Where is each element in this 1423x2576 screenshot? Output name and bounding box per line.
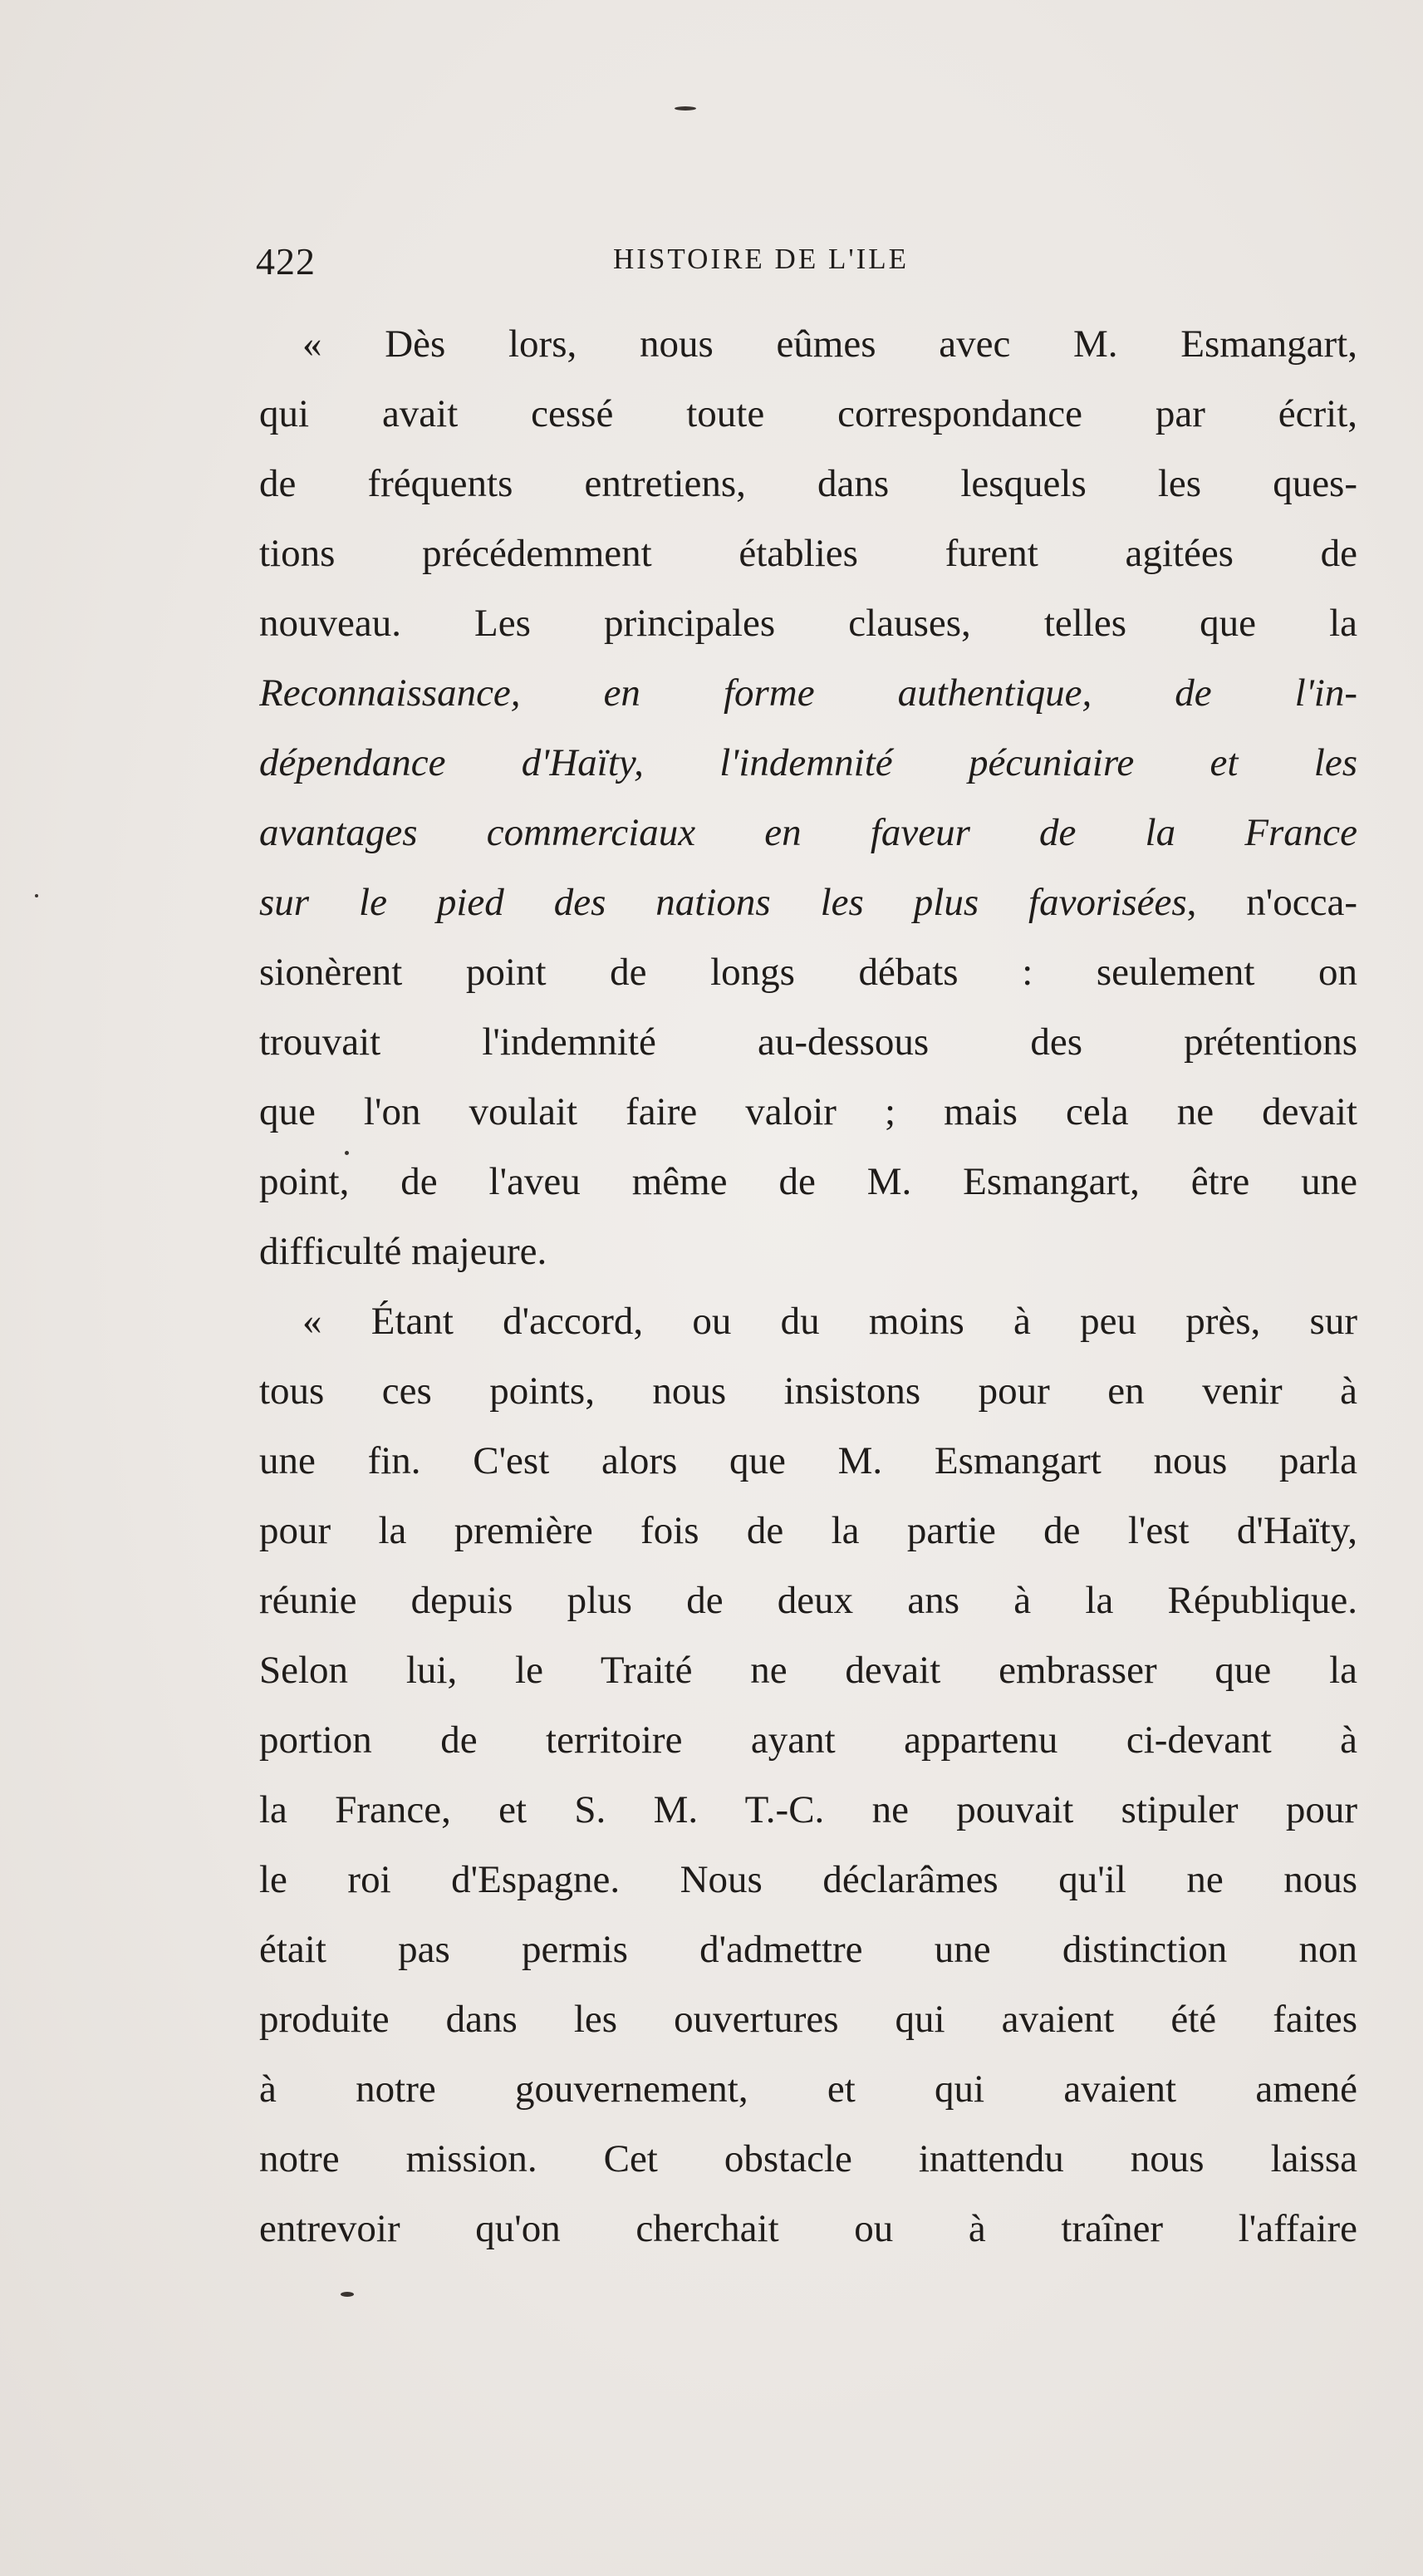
- text-line: tous ces points, nous insistons pour en venir à: [259, 1369, 1357, 1413]
- text-line: « Dès lors, nous eûmes avec M. Esmangart,: [302, 322, 1357, 366]
- text-line: tions précédemment établies furent agitées de: [259, 532, 1357, 575]
- text-line: réunie depuis plus de deux ans à la République.: [259, 1579, 1357, 1622]
- page-header: [256, 239, 1361, 289]
- text-line: produite dans les ouvertures qui avaient été faites: [259, 1998, 1357, 2041]
- text-line: à notre gouvernement, et qui avaient amené: [259, 2067, 1357, 2111]
- text-line: nouveau. Les principales clauses, telles que la: [259, 602, 1357, 645]
- text-line: entrevoir qu'on cherchait ou à traîner l'affaire: [259, 2207, 1357, 2250]
- text-line-italic: avantages commerciaux en faveur de la France: [259, 811, 1357, 854]
- text-line-italic: dépendance d'Haïty, l'indemnité pécuniaire et les: [259, 741, 1357, 784]
- text-line: sionèrent point de longs débats : seulement on: [259, 951, 1357, 994]
- text-line: portion de territoire ayant appartenu ci-devant à: [259, 1718, 1357, 1762]
- text-line: difficulté majeure.: [259, 1230, 547, 1273]
- roman-segment: , n'occa-: [1186, 881, 1357, 924]
- text-line: une fin. C'est alors que M. Esmangart nous parla: [259, 1439, 1357, 1482]
- text-line: que l'on voulait faire valoir ; mais cela ne devait: [259, 1090, 1357, 1133]
- page-number: 422: [256, 240, 316, 283]
- text-line: de fréquents entretiens, dans lesquels les ques-: [259, 462, 1357, 505]
- text-line: le roi d'Espagne. Nous déclarâmes qu'il ne nous: [259, 1858, 1357, 1901]
- ink-speck: [341, 2292, 354, 2297]
- ink-speck: [675, 106, 696, 111]
- text-line: la France, et S. M. T.-C. ne pouvait stipuler pour: [259, 1788, 1357, 1831]
- ink-speck: [35, 894, 38, 897]
- text-line: « Étant d'accord, ou du moins à peu près, sur: [302, 1300, 1357, 1343]
- body-text: [259, 309, 1357, 2264]
- text-line-mixed: [259, 868, 1357, 937]
- text-line: notre mission. Cet obstacle inattendu nous laissa: [259, 2137, 1357, 2180]
- text-line: était pas permis d'admettre une distinction non: [259, 1928, 1357, 1971]
- text-line: Selon lui, le Traité ne devait embrasser que la: [259, 1649, 1357, 1692]
- text-line: qui avait cessé toute correspondance par écrit,: [259, 392, 1357, 435]
- text-line: point, de l'aveu même de M. Esmangart, être une: [259, 1160, 1357, 1203]
- text-line: trouvait l'indemnité au-dessous des prétentions: [259, 1020, 1357, 1064]
- running-head: HISTOIRE DE L'ILE: [613, 243, 910, 275]
- text-line: pour la première fois de la partie de l'est d'Haïty,: [259, 1509, 1357, 1552]
- text-line-italic: Reconnaissance, en forme authentique, de l'in-: [259, 671, 1357, 715]
- italic-segment: sur le pied des nations les plus favorisées: [259, 881, 1187, 924]
